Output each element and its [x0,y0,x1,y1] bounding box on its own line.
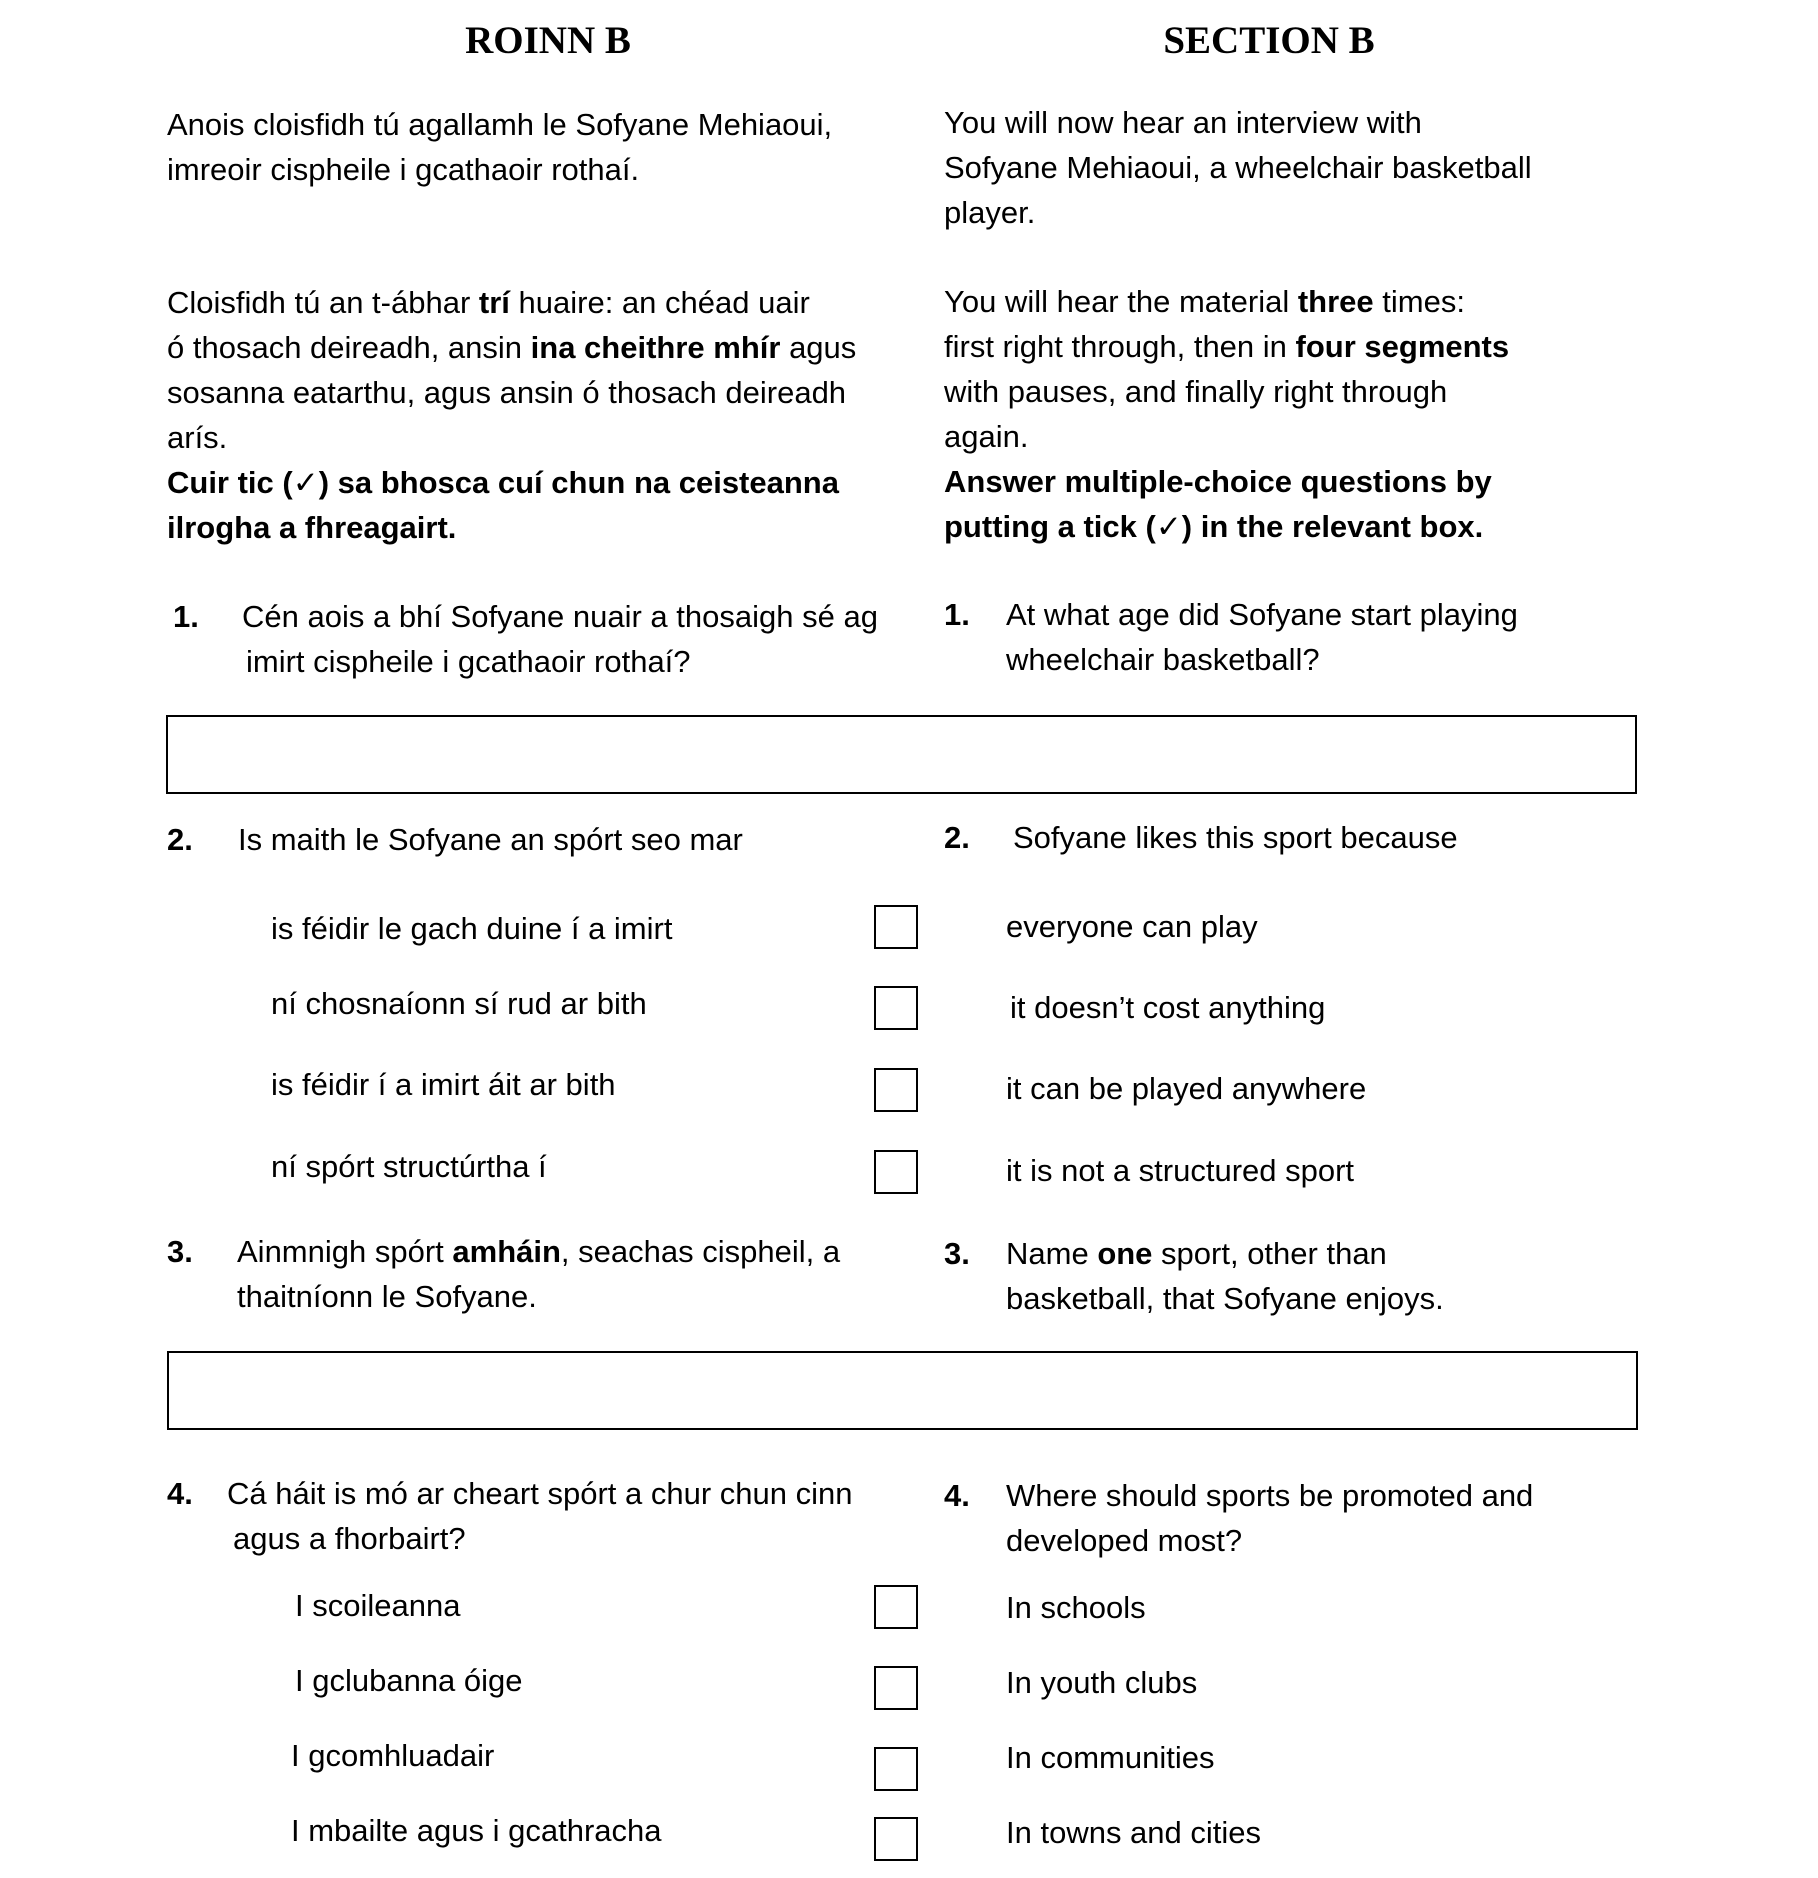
instructions-irish [167,280,856,550]
instruction-line [167,280,856,325]
instruction-line-bold: Cuir tic (✓) sa bhosca cuí chun na ceisteanna [167,465,839,500]
question-1-number-irish: 1. [173,599,199,634]
question-4-option-english: In towns and cities [1006,1815,1262,1850]
instructions-english [944,279,1509,549]
question-2-checkbox-2[interactable] [874,986,918,1030]
question-4-text-irish: Cá háit is mó ar cheart spórt a chur chun cinn [227,1476,853,1511]
question-4-option-english: In schools [1006,1590,1146,1625]
text: Cloisfidh tú an t-ábhar [167,285,479,320]
instruction-line-bold: putting a tick (✓) in the relevant box. [944,509,1484,544]
question-2-text-irish: Is maith le Sofyane an spórt seo mar [238,822,743,857]
question-2-option-irish: is féidir í a imirt áit ar bith [271,1067,616,1102]
question-3-text-irish: thaitníonn le Sofyane. [237,1279,537,1314]
emphasis: four segments [1295,329,1510,364]
question-2-option-irish: ní spórt structúrtha í [271,1149,547,1184]
heading-english: SECTION B [1163,19,1375,62]
question-4-option-english: In communities [1006,1740,1215,1775]
question-1-number-english: 1. [944,597,970,632]
question-2-number-english: 2. [944,820,970,855]
question-2-option-irish: is féidir le gach duine í a imirt [271,911,673,946]
question-3-number-irish: 3. [167,1234,193,1269]
question-2-text-english: Sofyane likes this sport because [1013,820,1458,855]
question-2-option-english: it can be played anywhere [1006,1071,1367,1106]
text: You will hear the material [944,284,1298,319]
question-2-option-irish: ní chosnaíonn sí rud ar bith [271,986,647,1021]
text: times: [1373,284,1465,319]
question-4-text-english: Where should sports be promoted and [1006,1478,1534,1513]
question-3-text-irish [237,1229,840,1274]
question-4-option-irish: I mbailte agus i gcathracha [291,1813,662,1848]
question-2-checkbox-1[interactable] [874,905,918,949]
question-1-text-irish: Cén aois a bhí Sofyane nuair a thosaigh sé ag [242,599,878,634]
intro-english-line: player. [944,195,1036,230]
text: Name [1006,1236,1098,1271]
instruction-line [167,325,856,370]
question-4-option-irish: I scoileanna [295,1588,461,1623]
text: sport, other than [1152,1236,1387,1271]
text: agus [780,330,857,365]
question-1-text-english: At what age did Sofyane start playing [1006,597,1518,632]
intro-irish [167,102,832,192]
instruction-line: sosanna eatarthu, agus ansin ó thosach deireadh [167,375,847,410]
question-4-checkbox-2[interactable] [874,1666,918,1710]
question-4-option-english: In youth clubs [1006,1665,1198,1700]
question-3-text-english: basketball, that Sofyane enjoys. [1006,1281,1444,1316]
question-2-checkbox-3[interactable] [874,1068,918,1112]
question-2-checkbox-4[interactable] [874,1150,918,1194]
question-4-number-irish: 4. [167,1476,193,1511]
question-4-text-english: developed most? [1006,1523,1243,1558]
intro-english-line: Sofyane Mehiaoui, a wheelchair basketball [944,150,1532,185]
text: first right through, then in [944,329,1296,364]
text: , seachas cispheil, a [560,1234,841,1269]
question-2-number-irish: 2. [167,822,193,857]
intro-english-line: You will now hear an interview with [944,105,1422,140]
question-4-checkbox-3[interactable] [874,1747,918,1791]
question-1-text-irish: imirt cispheile i gcathaoir rothaí? [246,644,691,679]
question-3-text-english [1006,1231,1387,1276]
instruction-line [944,279,1509,324]
question-4-checkbox-1[interactable] [874,1585,918,1629]
question-2-option-english: it doesn’t cost anything [1010,990,1326,1025]
instruction-line: arís. [167,420,228,455]
instruction-line: with pauses, and finally right through [944,374,1448,409]
question-1-text-english: wheelchair basketball? [1006,642,1320,677]
question-2-option-english: it is not a structured sport [1006,1153,1355,1188]
intro-irish-line: Anois cloisfidh tú agallamh le Sofyane Mehiaoui, [167,107,833,142]
question-4-number-english: 4. [944,1478,970,1513]
text: ó thosach deireadh, ansin [167,330,531,365]
instruction-line-bold: Answer multiple-choice questions by [944,464,1492,499]
question-4-text-irish: agus a fhorbairt? [233,1521,466,1556]
question-4-checkbox-4[interactable] [874,1817,918,1861]
question-3-number-english: 3. [944,1236,970,1271]
emphasis: amháin [452,1234,561,1269]
intro-english [944,100,1532,235]
instruction-line: again. [944,419,1029,454]
text: huaire: an chéad uair [509,285,810,320]
question-1-answer-box[interactable] [166,715,1637,794]
heading-irish: ROINN B [465,19,631,62]
emphasis: trí [478,285,510,320]
intro-irish-line: imreoir cispheile i gcathaoir rothaí. [167,152,640,187]
question-2-option-english: everyone can play [1006,909,1258,944]
question-3-answer-box[interactable] [167,1351,1638,1430]
emphasis: three [1297,284,1374,319]
question-4-option-irish: I gcomhluadair [291,1738,495,1773]
emphasis: one [1097,1236,1153,1271]
text: Ainmnigh spórt [237,1234,453,1269]
instruction-line-bold: ilrogha a fhreagairt. [167,510,457,545]
question-4-option-irish: I gclubanna óige [295,1663,523,1698]
emphasis: ina cheithre mhír [530,330,781,365]
instruction-line [944,324,1509,369]
